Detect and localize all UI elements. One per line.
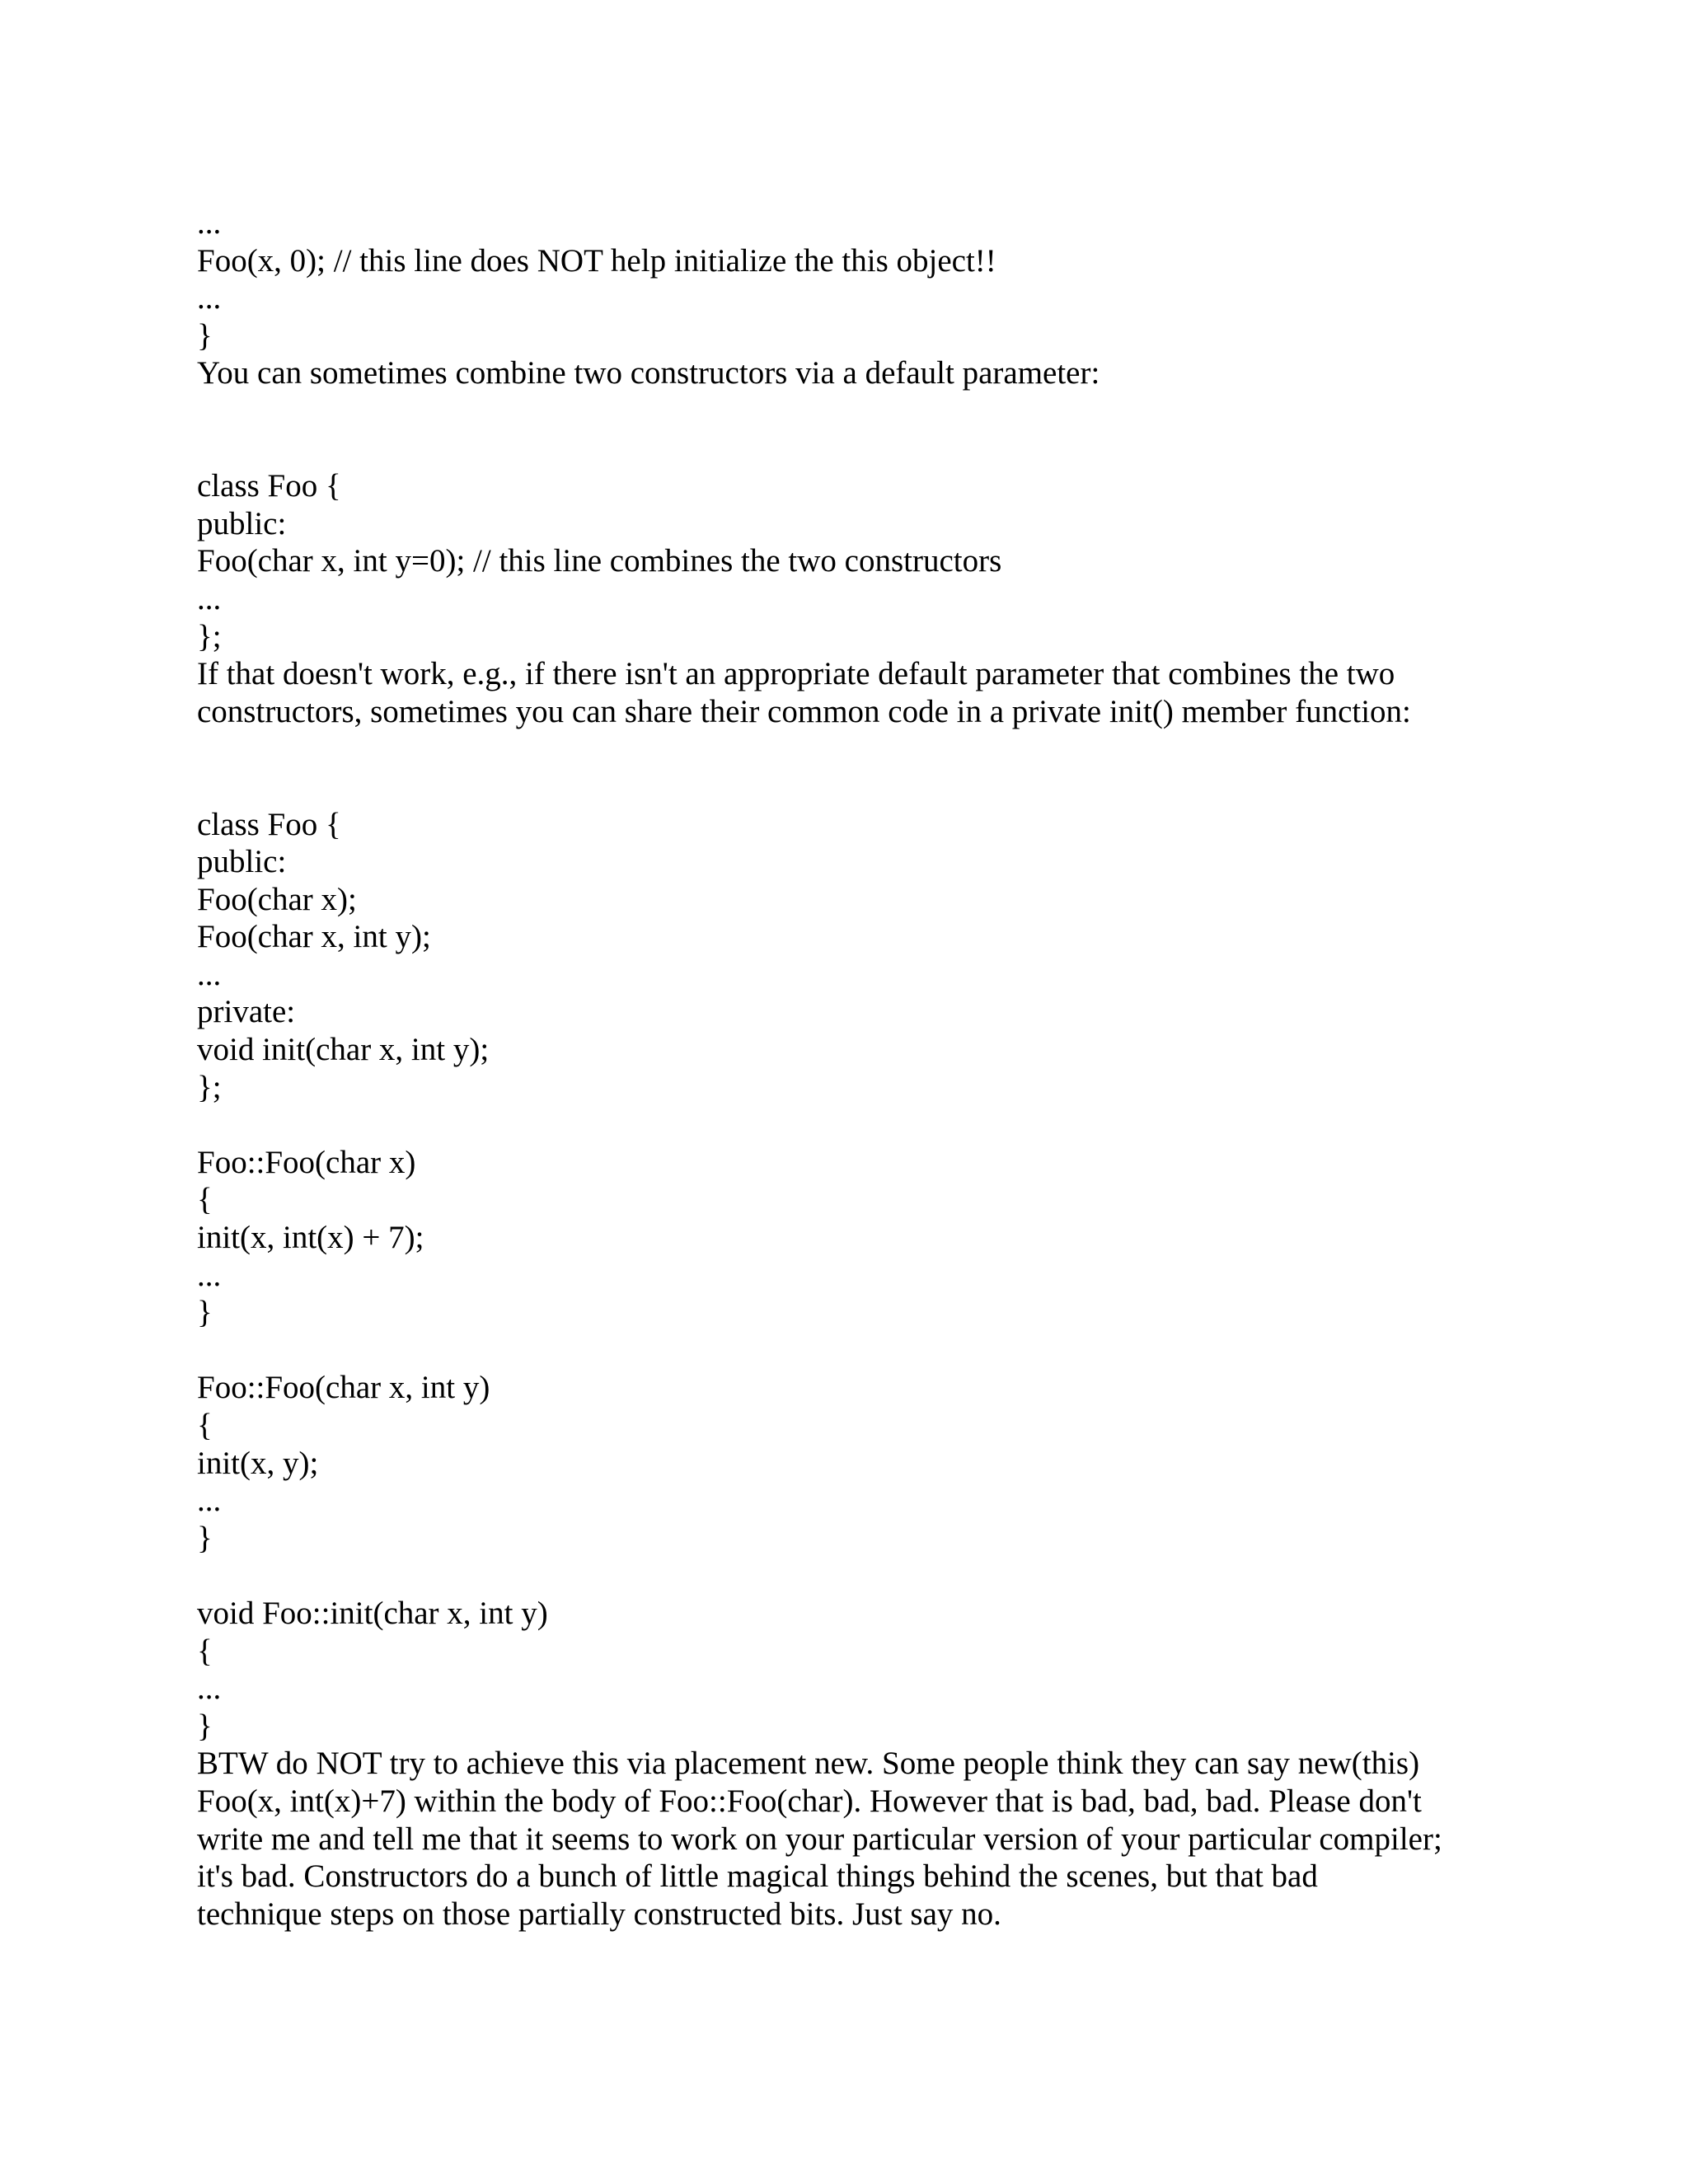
paragraph-line: constructors, sometimes you can share their common code in a private init() member function: (197, 693, 1411, 729)
code-block-class-declaration (197, 806, 1507, 1107)
code-line: void Foo::init(char x, int y) (197, 1595, 548, 1631)
spacer (197, 1557, 1507, 1595)
spacer (197, 1106, 1507, 1144)
code-line: ... (197, 1257, 222, 1293)
code-line: } (197, 1295, 213, 1331)
code-line: ... (197, 280, 222, 316)
code-line: } (197, 317, 213, 354)
code-line: private: (197, 994, 296, 1030)
code-line: ... (197, 580, 222, 616)
code-line: Foo(char x); (197, 881, 357, 917)
code-line: } (197, 1708, 213, 1744)
code-line: { (197, 1633, 213, 1669)
code-line: ... (197, 205, 222, 241)
code-line: class Foo { (197, 806, 341, 842)
spacer (197, 1332, 1507, 1370)
code-block-default-parameter (197, 467, 1507, 655)
paragraph-line: it's bad. Constructors do a bunch of little magical things behind the scenes, but that bad (197, 1858, 1318, 1895)
code-line: init(x, int(x) + 7); (197, 1220, 424, 1256)
code-line: Foo::Foo(char x, int y) (197, 1370, 490, 1406)
code-block-constructor-one-arg (197, 1144, 1507, 1332)
paragraph-init-function (197, 655, 1507, 730)
code-line: init(x, y); (197, 1445, 319, 1481)
code-line: Foo(char x, int y=0); // this line combines the two constructors (197, 543, 1002, 579)
paragraph-line: write me and tell me that it seems to work on your particular version of your particular compiler; (197, 1821, 1442, 1857)
code-line: Foo(x, 0); // this line does NOT help initialize the this object!! (197, 242, 996, 279)
spacer (197, 730, 1507, 805)
code-line: { (197, 1408, 213, 1443)
code-line: public: (197, 505, 287, 541)
document-body (197, 204, 1507, 1933)
code-line: } (197, 1520, 213, 1556)
code-line: }; (197, 1069, 222, 1105)
paragraph-line: If that doesn't work, e.g., if there isn't an appropriate default parameter that combines the two (197, 656, 1395, 692)
paragraph-placement-new-warning (197, 1745, 1507, 1933)
code-line: void init(char x, int y); (197, 1032, 490, 1068)
code-line: ... (197, 956, 222, 992)
code-line: public: (197, 844, 287, 880)
code-line: ... (197, 1671, 222, 1707)
code-line: { (197, 1182, 213, 1218)
code-line: }; (197, 618, 222, 654)
code-block-delegation (197, 204, 1507, 354)
code-line: ... (197, 1483, 222, 1519)
code-line: Foo::Foo(char x) (197, 1144, 416, 1180)
code-block-constructor-two-args (197, 1369, 1507, 1557)
paragraph-line: Foo(x, int(x)+7) within the body of Foo::Foo(char). However that is bad, bad, bad. Please don't (197, 1783, 1422, 1819)
code-line: class Foo { (197, 468, 341, 504)
paragraph-default-parameter: You can sometimes combine two constructors via a default parameter: (197, 355, 1100, 391)
paragraph-line: technique steps on those partially constructed bits. Just say no. (197, 1896, 1001, 1932)
code-line: Foo(char x, int y); (197, 919, 431, 955)
code-block-init-definition (197, 1595, 1507, 1745)
spacer (197, 392, 1507, 467)
paragraph-line: BTW do NOT try to achieve this via placement new. Some people think they can say new(this) (197, 1746, 1420, 1782)
